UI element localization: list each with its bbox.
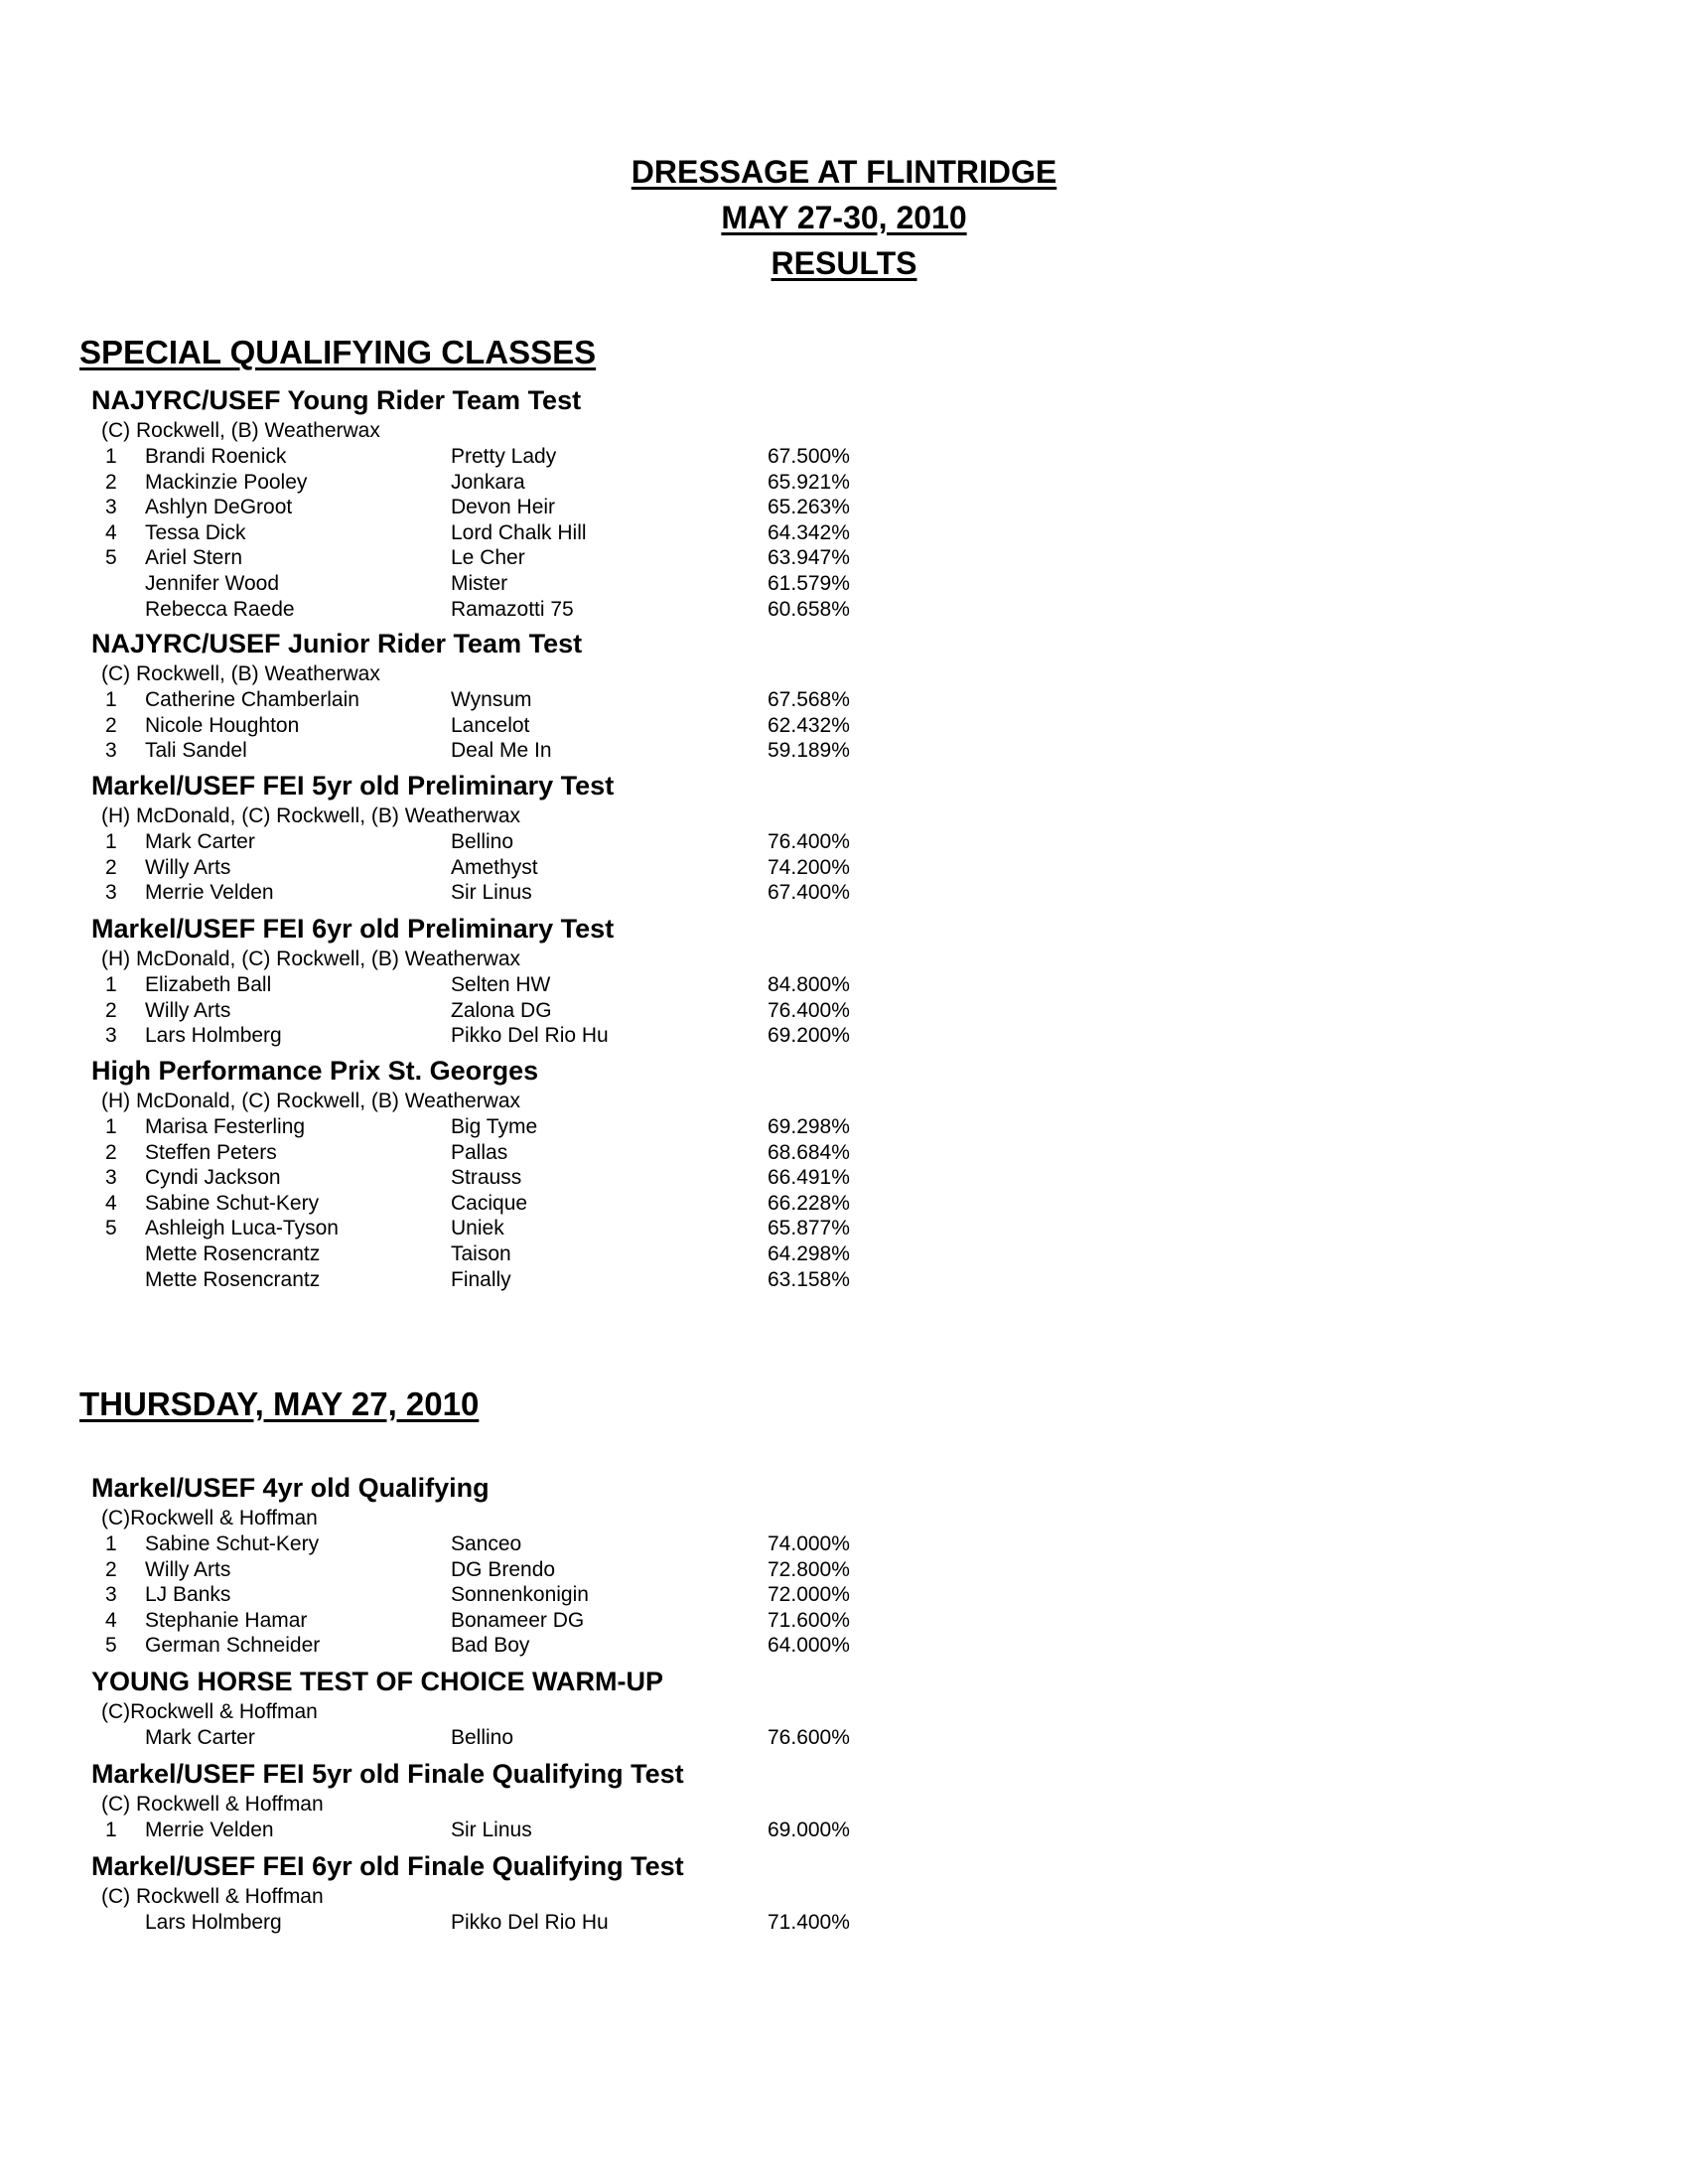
score: 60.658% bbox=[768, 597, 850, 621]
place: 3 bbox=[105, 881, 117, 905]
judges-line: (C)Rockwell & Hoffman bbox=[101, 1700, 318, 1723]
place: 1 bbox=[105, 1819, 117, 1841]
result-row bbox=[91, 972, 985, 998]
horse-name: Pikko Del Rio Hu bbox=[451, 1911, 609, 1934]
result-row bbox=[91, 855, 985, 881]
class-block bbox=[91, 1664, 985, 1751]
rider-name: Marisa Festerling bbox=[145, 1115, 306, 1138]
rider-name: Willy Arts bbox=[145, 1557, 231, 1581]
score: 66.228% bbox=[768, 1191, 850, 1215]
rider-name: Jennifer Wood bbox=[145, 571, 280, 595]
class-block bbox=[91, 768, 985, 906]
horse-name: Sir Linus bbox=[451, 881, 532, 905]
result-row bbox=[91, 571, 985, 597]
result-row bbox=[91, 1531, 985, 1557]
section-heading: THURSDAY, MAY 27, 2010 bbox=[79, 1385, 480, 1422]
horse-name: Taison bbox=[451, 1241, 511, 1265]
horse-name: Bellino bbox=[451, 830, 514, 853]
horse-name: Selten HW bbox=[451, 973, 551, 996]
class-title: Markel/USEF FEI 5yr old Preliminary Test bbox=[91, 771, 615, 801]
horse-name: Pallas bbox=[451, 1140, 508, 1164]
score: 71.400% bbox=[768, 1911, 850, 1934]
document-title bbox=[0, 149, 1688, 286]
place: 5 bbox=[105, 546, 117, 570]
score: 76.400% bbox=[768, 998, 850, 1022]
score: 67.500% bbox=[768, 445, 850, 468]
result-row bbox=[91, 687, 985, 713]
rider-name: Ashlyn DeGroot bbox=[145, 496, 293, 519]
rider-name: German Schneider bbox=[145, 1634, 321, 1658]
horse-name: Wynsum bbox=[451, 688, 532, 711]
score: 61.579% bbox=[768, 571, 850, 595]
horse-name: Bellino bbox=[451, 1726, 514, 1749]
horse-name: Lord Chalk Hill bbox=[451, 520, 587, 544]
horse-name: Deal Me In bbox=[451, 739, 552, 763]
judges-line: (H) McDonald, (C) Rockwell, (B) Weatherwax bbox=[101, 1090, 521, 1112]
result-row bbox=[91, 1633, 985, 1659]
rider-name: Mark Carter bbox=[145, 1726, 255, 1749]
horse-name: Uniek bbox=[451, 1217, 504, 1240]
place: 2 bbox=[105, 855, 117, 879]
score: 67.400% bbox=[768, 881, 850, 905]
horse-name: Mister bbox=[451, 571, 508, 595]
score: 67.568% bbox=[768, 688, 850, 711]
score: 69.000% bbox=[768, 1819, 850, 1841]
results-label: RESULTS bbox=[771, 245, 917, 281]
place: 3 bbox=[105, 739, 117, 763]
event-dates: MAY 27-30, 2010 bbox=[721, 200, 967, 235]
rider-name: LJ Banks bbox=[145, 1583, 231, 1607]
score: 84.800% bbox=[768, 973, 850, 996]
result-row bbox=[91, 1191, 985, 1217]
result-row bbox=[91, 1267, 985, 1293]
result-row bbox=[91, 1608, 985, 1634]
result-row bbox=[91, 1582, 985, 1608]
rider-name: Willy Arts bbox=[145, 855, 231, 879]
score: 69.298% bbox=[768, 1115, 850, 1138]
class-title: YOUNG HORSE TEST OF CHOICE WARM-UP bbox=[91, 1667, 664, 1696]
place: 2 bbox=[105, 998, 117, 1022]
judges-line: (C) Rockwell, (B) Weatherwax bbox=[101, 662, 380, 685]
rider-name: Willy Arts bbox=[145, 998, 231, 1022]
place: 1 bbox=[105, 830, 117, 853]
result-row bbox=[91, 470, 985, 496]
rider-name: Sabine Schut-Kery bbox=[145, 1532, 320, 1555]
result-row bbox=[91, 545, 985, 571]
horse-name: Sanceo bbox=[451, 1532, 522, 1555]
rider-name: Mackinzie Pooley bbox=[145, 470, 308, 494]
rider-name: Mette Rosencrantz bbox=[145, 1241, 321, 1265]
horse-name: Zalona DG bbox=[451, 998, 552, 1022]
class-title: Markel/USEF FEI 6yr old Finale Qualifying Test bbox=[91, 1851, 684, 1881]
score: 62.432% bbox=[768, 713, 850, 737]
class-block bbox=[91, 382, 985, 622]
place: 4 bbox=[105, 1608, 117, 1632]
score: 66.491% bbox=[768, 1166, 850, 1190]
result-row bbox=[91, 444, 985, 470]
class-block bbox=[91, 1053, 985, 1292]
score: 72.800% bbox=[768, 1557, 850, 1581]
rider-name: Rebecca Raede bbox=[145, 597, 295, 621]
score: 76.400% bbox=[768, 830, 850, 853]
result-row bbox=[91, 1140, 985, 1166]
rider-name: Merrie Velden bbox=[145, 1819, 274, 1841]
result-row bbox=[91, 1725, 985, 1751]
horse-name: Jonkara bbox=[451, 470, 525, 494]
result-row bbox=[91, 738, 985, 764]
score: 63.947% bbox=[768, 546, 850, 570]
result-row bbox=[91, 713, 985, 739]
class-title: Markel/USEF FEI 6yr old Preliminary Test bbox=[91, 914, 615, 944]
judges-line: (C) Rockwell & Hoffman bbox=[101, 1885, 324, 1908]
horse-name: Bad Boy bbox=[451, 1634, 530, 1658]
rider-name: Sabine Schut-Kery bbox=[145, 1191, 320, 1215]
result-row bbox=[91, 880, 985, 906]
horse-name: Cacique bbox=[451, 1191, 528, 1215]
class-title: NAJYRC/USEF Junior Rider Team Test bbox=[91, 629, 583, 658]
horse-name: Pretty Lady bbox=[451, 445, 557, 468]
result-row bbox=[91, 1165, 985, 1191]
result-row bbox=[91, 1241, 985, 1267]
rider-name: Nicole Houghton bbox=[145, 713, 300, 737]
score: 76.600% bbox=[768, 1726, 850, 1749]
judges-line: (C)Rockwell & Hoffman bbox=[101, 1507, 318, 1529]
score: 69.200% bbox=[768, 1024, 850, 1048]
place: 1 bbox=[105, 973, 117, 996]
score: 63.158% bbox=[768, 1267, 850, 1291]
result-row bbox=[91, 1818, 985, 1843]
rider-name: Steffen Peters bbox=[145, 1140, 277, 1164]
horse-name: Strauss bbox=[451, 1166, 522, 1190]
place: 1 bbox=[105, 1115, 117, 1138]
rider-name: Mette Rosencrantz bbox=[145, 1267, 321, 1291]
horse-name: Devon Heir bbox=[451, 496, 556, 519]
section-heading: SPECIAL QUALIFYING CLASSES bbox=[79, 334, 597, 370]
result-row bbox=[91, 520, 985, 546]
horse-name: Pikko Del Rio Hu bbox=[451, 1024, 609, 1048]
horse-name: Sonnenkonigin bbox=[451, 1583, 589, 1607]
place: 2 bbox=[105, 1140, 117, 1164]
judges-line: (C) Rockwell & Hoffman bbox=[101, 1793, 324, 1816]
place: 3 bbox=[105, 1583, 117, 1607]
result-row bbox=[91, 1557, 985, 1583]
score: 64.298% bbox=[768, 1241, 850, 1265]
horse-name: Le Cher bbox=[451, 546, 525, 570]
class-block bbox=[91, 1756, 985, 1843]
place: 5 bbox=[105, 1217, 117, 1240]
class-title: NAJYRC/USEF Young Rider Team Test bbox=[91, 385, 582, 415]
place: 1 bbox=[105, 445, 117, 468]
place: 3 bbox=[105, 1024, 117, 1048]
rider-name: Ashleigh Luca-Tyson bbox=[145, 1217, 339, 1240]
rider-name: Tessa Dick bbox=[145, 520, 246, 544]
place: 1 bbox=[105, 688, 117, 711]
result-row bbox=[91, 998, 985, 1024]
result-row bbox=[91, 1023, 985, 1049]
result-row bbox=[91, 1910, 985, 1936]
rider-name: Ariel Stern bbox=[145, 546, 243, 570]
result-row bbox=[91, 495, 985, 520]
judges-line: (H) McDonald, (C) Rockwell, (B) Weatherwax bbox=[101, 947, 521, 970]
horse-name: Ramazotti 75 bbox=[451, 597, 574, 621]
rider-name: Stephanie Hamar bbox=[145, 1608, 308, 1632]
class-block bbox=[91, 626, 985, 764]
horse-name: Bonameer DG bbox=[451, 1608, 585, 1632]
class-block bbox=[91, 911, 985, 1049]
place: 2 bbox=[105, 1557, 117, 1581]
rider-name: Mark Carter bbox=[145, 830, 255, 853]
class-title: Markel/USEF 4yr old Qualifying bbox=[91, 1473, 490, 1503]
class-block bbox=[91, 1848, 985, 1936]
result-row bbox=[91, 829, 985, 855]
class-title: Markel/USEF FEI 5yr old Finale Qualifying Test bbox=[91, 1759, 684, 1789]
event-name: DRESSAGE AT FLINTRIDGE bbox=[631, 154, 1057, 190]
score: 64.342% bbox=[768, 520, 850, 544]
score: 72.000% bbox=[768, 1583, 850, 1607]
rider-name: Catherine Chamberlain bbox=[145, 688, 359, 711]
score: 65.877% bbox=[768, 1217, 850, 1240]
place: 5 bbox=[105, 1634, 117, 1658]
rider-name: Cyndi Jackson bbox=[145, 1166, 281, 1190]
rider-name: Lars Holmberg bbox=[145, 1024, 282, 1048]
rider-name: Elizabeth Ball bbox=[145, 973, 272, 996]
class-title: High Performance Prix St. Georges bbox=[91, 1056, 539, 1086]
rider-name: Tali Sandel bbox=[145, 739, 247, 763]
place: 2 bbox=[105, 470, 117, 494]
score: 65.921% bbox=[768, 470, 850, 494]
score: 68.684% bbox=[768, 1140, 850, 1164]
rider-name: Brandi Roenick bbox=[145, 445, 287, 468]
place: 1 bbox=[105, 1532, 117, 1555]
horse-name: Amethyst bbox=[451, 855, 538, 879]
horse-name: Lancelot bbox=[451, 713, 530, 737]
judges-line: (H) McDonald, (C) Rockwell, (B) Weatherwax bbox=[101, 804, 521, 827]
horse-name: Finally bbox=[451, 1267, 511, 1291]
class-block bbox=[91, 1470, 985, 1659]
score: 74.000% bbox=[768, 1532, 850, 1555]
result-row bbox=[91, 1216, 985, 1241]
score: 71.600% bbox=[768, 1608, 850, 1632]
result-row bbox=[91, 1114, 985, 1140]
score: 59.189% bbox=[768, 739, 850, 763]
score: 64.000% bbox=[768, 1634, 850, 1658]
place: 3 bbox=[105, 1166, 117, 1190]
place: 4 bbox=[105, 520, 117, 544]
score: 74.200% bbox=[768, 855, 850, 879]
place: 2 bbox=[105, 713, 117, 737]
place: 3 bbox=[105, 496, 117, 519]
result-row bbox=[91, 597, 985, 623]
place: 4 bbox=[105, 1191, 117, 1215]
rider-name: Merrie Velden bbox=[145, 881, 274, 905]
horse-name: DG Brendo bbox=[451, 1557, 556, 1581]
judges-line: (C) Rockwell, (B) Weatherwax bbox=[101, 419, 380, 442]
horse-name: Big Tyme bbox=[451, 1115, 538, 1138]
rider-name: Lars Holmberg bbox=[145, 1911, 282, 1934]
score: 65.263% bbox=[768, 496, 850, 519]
horse-name: Sir Linus bbox=[451, 1819, 532, 1841]
